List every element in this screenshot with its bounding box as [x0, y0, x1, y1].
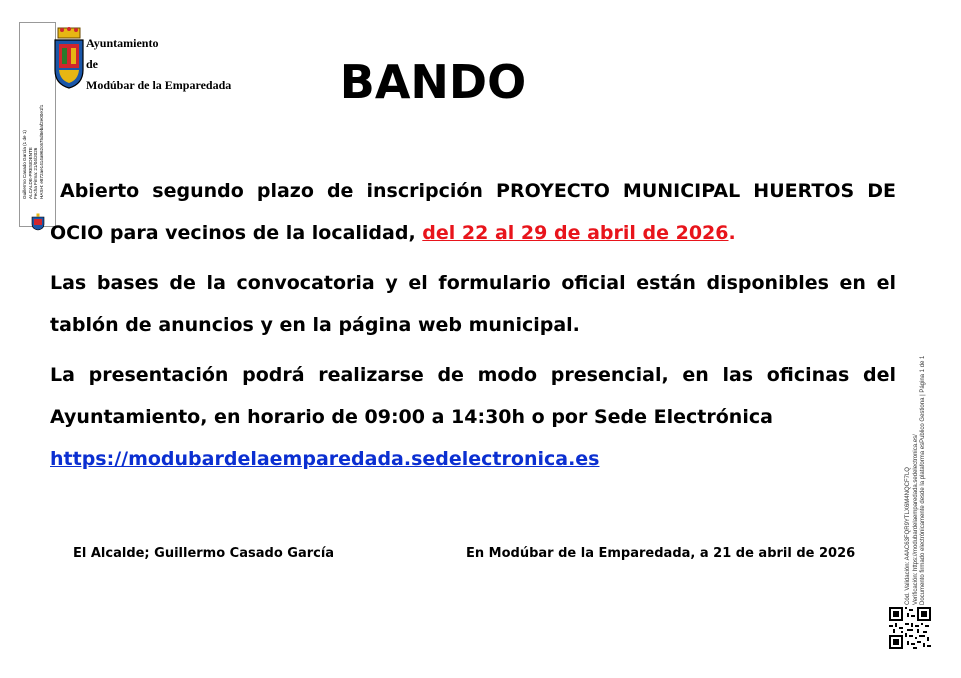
submission-text: La presentación podrá realizarse de modo presencial, en las oficinas del Ayuntamiento, en horario de 09:00 a 14:30h o por Sede Electrónica: [50, 364, 896, 428]
verification-platform: Documento firmado electrónicamente desde la plataforma esPublico Gestiona | Página 1 de 1: [920, 355, 926, 605]
announcement-body: [50, 170, 896, 480]
paragraph-bases: Las bases de la convocatoria y el formulario oficial están disponibles en el tablón de anuncios y en la página web municipal.: [50, 272, 896, 336]
verification-url: Verificación: https://modubardelaemparedada.sedelectronica.es/: [912, 434, 919, 605]
registration-text: Abierto segundo plazo de inscripción PROYECTO MUNICIPAL HUERTOS DE OCIO para vecinos de la localidad,: [50, 180, 896, 244]
stamp-crest-icon: [31, 213, 45, 231]
verification-text: [905, 305, 945, 605]
sede-electronica-link[interactable]: https://modubardelaemparedada.sedelectronica.es: [50, 448, 600, 470]
signer: El Alcalde; Guillermo Casado García: [73, 546, 335, 561]
verification-code: Cód. Validación: A4AC63FQR9YTLX6M4NQCF7LQ: [905, 467, 911, 605]
page-title: BANDO: [339, 55, 527, 109]
paragraph-registration: [50, 170, 896, 254]
stamp-role: ALCALDE-PRESIDENTE: [27, 147, 33, 199]
org-line-3: Modúbar de la Emparedada: [86, 78, 232, 92]
registration-period: .: [728, 222, 736, 244]
org-line-1: Ayuntamiento: [86, 36, 159, 50]
stamp-signer: Guillermo Casado García (1 de 1): [22, 130, 27, 199]
paragraph-submission: [50, 354, 896, 480]
registration-dates: del 22 al 29 de abril de 2026: [422, 222, 729, 244]
place-date: En Modúbar de la Emparedada, a 21 de abril de 2026: [466, 546, 856, 561]
stamp-hash: HASH: e872ae1414a962c675d8ebaf2e00e1f1: [38, 104, 44, 199]
org-line-2: de: [86, 57, 98, 71]
qr-code-icon[interactable]: [889, 607, 931, 649]
stamp-date: Fecha Firma: 21/04/2026: [33, 147, 39, 199]
